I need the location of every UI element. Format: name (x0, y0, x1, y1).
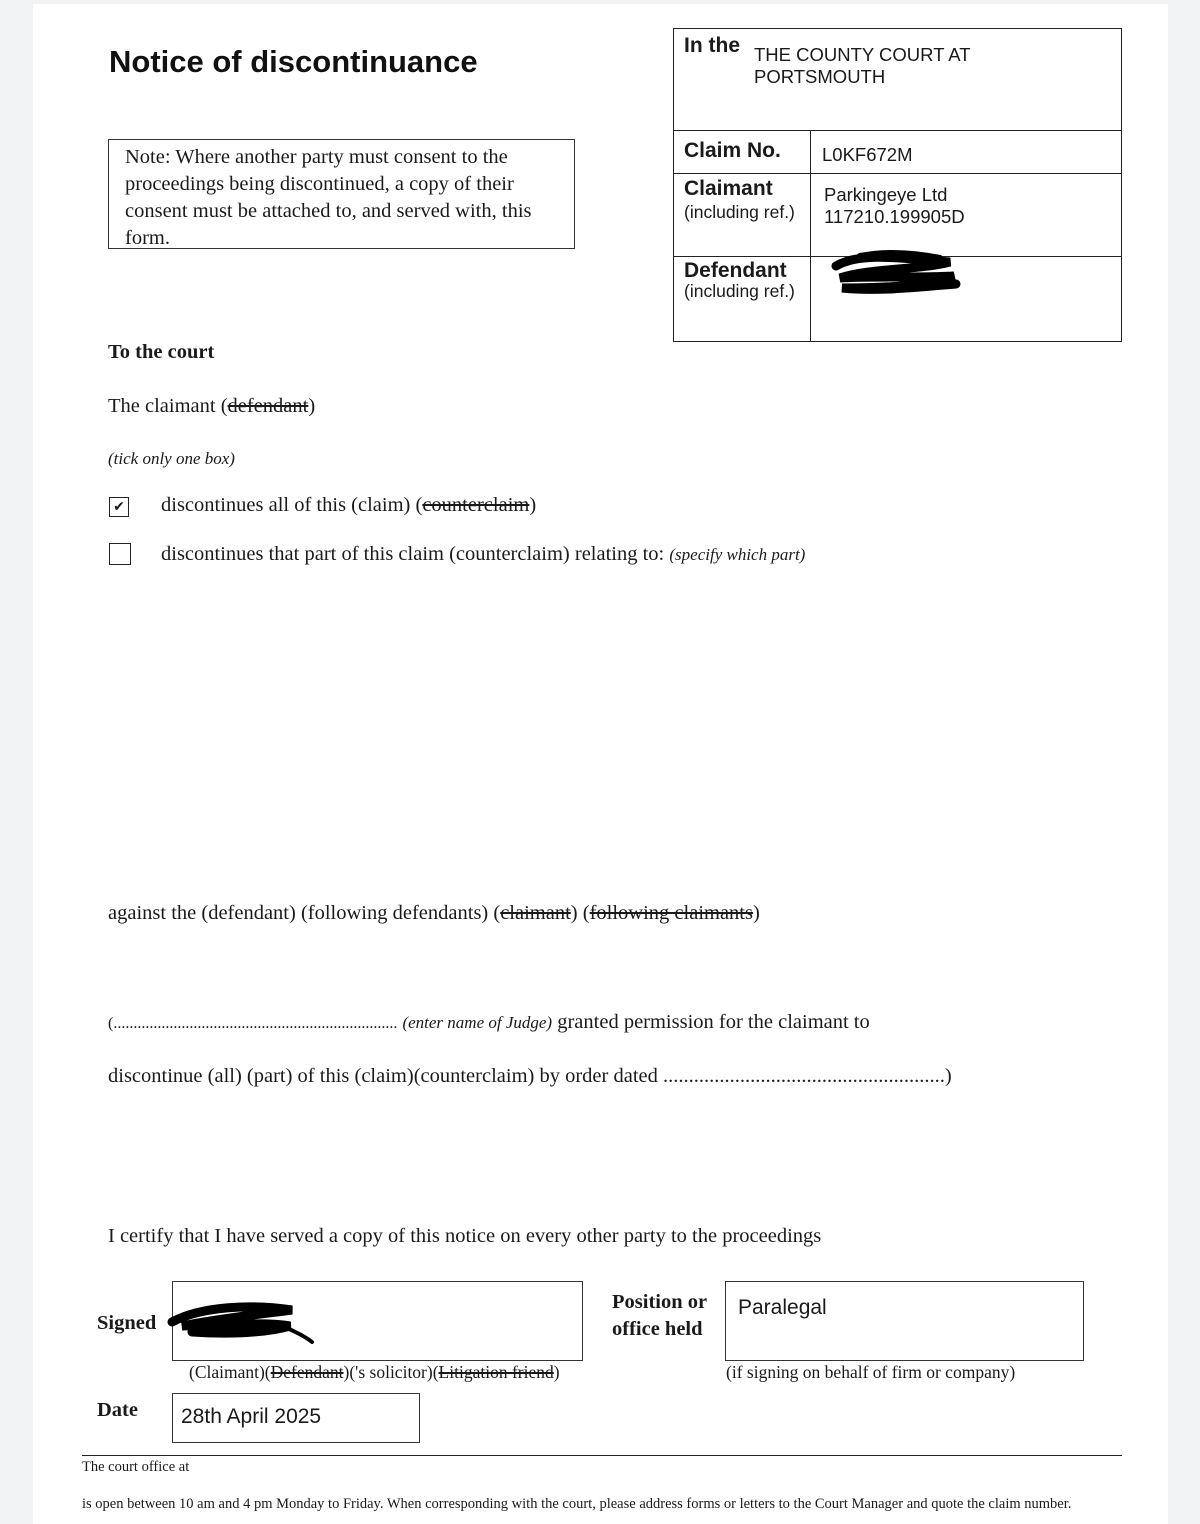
to-the-court-heading: To the court (108, 341, 215, 363)
service-certificate: I certify that I have served a copy of this notice on every other party to the proceedings (108, 1225, 822, 1247)
discontinue-part-checkbox[interactable] (109, 543, 131, 565)
struck-defendant: defendant (227, 395, 309, 417)
struck-claimant: claimant (500, 902, 571, 924)
court-box-divider (673, 173, 1122, 174)
position-hint: (if signing on behalf of firm or company) (726, 1362, 1016, 1382)
claimant-details (824, 184, 965, 228)
claimant-ref: 117210.199905D (824, 206, 965, 227)
in-the-label: In the (684, 34, 740, 57)
against-mid: ) ( (570, 902, 590, 924)
court-box-divider (673, 130, 1122, 131)
signed-label: Signed (97, 1312, 157, 1334)
role-mid: )('s solicitor)( (343, 1362, 439, 1382)
position-field[interactable] (725, 1281, 1084, 1361)
position-label-line: Position or (612, 1291, 708, 1313)
check-mark-icon: ✔ (113, 499, 125, 515)
consent-note: Note: Where another party must consent to the proceedings being discontinued, a copy of their consent must be attached to, and served with, this form. (108, 139, 575, 249)
claimant-label: Claimant (684, 177, 773, 200)
option1-suffix: ) (529, 494, 537, 516)
judge-hint: (enter name of Judge) (402, 1013, 553, 1032)
struck-litigation-friend: Litigation friend (438, 1362, 554, 1382)
close-paren: ) (308, 395, 316, 417)
position-value: Paralegal (738, 1296, 827, 1319)
date-label: Date (97, 1399, 138, 1421)
form-title: Notice of discontinuance (109, 44, 478, 79)
role-suffix: ) (553, 1362, 560, 1382)
discontinue-all-option (161, 494, 536, 517)
signatory-role (189, 1362, 560, 1383)
role-text: (Claimant)( (189, 1362, 271, 1382)
claimant-name: Parkingeye Ltd (824, 184, 948, 205)
struck-following-claimants: following claimants (589, 902, 753, 924)
defendant-label: Defendant (684, 259, 787, 282)
judge-permission-line (108, 1011, 870, 1034)
claim-no-value: L0KF672M (822, 144, 913, 165)
claim-no-label: Claim No. (684, 139, 781, 162)
against-suffix: ) (752, 902, 760, 924)
signature-redaction (162, 1296, 322, 1346)
discontinue-part-option (161, 543, 805, 566)
court-box-column-divider (810, 130, 811, 342)
struck-defendant-role: Defendant (270, 1362, 344, 1382)
claimant-text: The claimant ( (108, 395, 228, 417)
claimant-sub-label: (including ref.) (684, 202, 795, 222)
against-statement (108, 902, 760, 925)
judge-rest: granted permission for the claimant to (557, 1011, 870, 1033)
position-label (612, 1289, 707, 1343)
tick-instruction: (tick only one box) (108, 449, 235, 468)
court-name-line: THE COUNTY COURT AT (754, 44, 971, 65)
against-text: against the (defendant) (following defendants) ( (108, 902, 501, 924)
defendant-redaction (830, 248, 962, 296)
option2-hint: (specify which part) (669, 545, 806, 564)
option1-text: discontinues all of this (claim) ( (161, 494, 423, 516)
footer-divider (82, 1455, 1122, 1456)
order-date-line: discontinue (all) (part) of this (claim)(counterclaim) by order dated .......................................................) (108, 1065, 952, 1087)
court-name-line: PORTSMOUTH (754, 66, 886, 87)
discontinue-all-checkbox[interactable] (109, 497, 129, 517)
claimant-statement (108, 395, 315, 418)
judge-dots: (....................................................................... (108, 1015, 398, 1032)
position-label-line: office held (612, 1318, 703, 1340)
defendant-sub-label: (including ref.) (684, 281, 795, 301)
court-name (754, 44, 971, 88)
date-value: 28th April 2025 (181, 1405, 322, 1428)
court-office-label: The court office at (82, 1459, 190, 1475)
option2-text: discontinues that part of this claim (counterclaim) relating to: (161, 543, 665, 565)
struck-counterclaim: counterclaim (422, 494, 530, 516)
court-opening-hours: is open between 10 am and 4 pm Monday to Friday. When corresponding with the court, please address forms or letters to the Court Manager and quote the claim number. (82, 1496, 1072, 1512)
date-field[interactable] (172, 1393, 420, 1443)
